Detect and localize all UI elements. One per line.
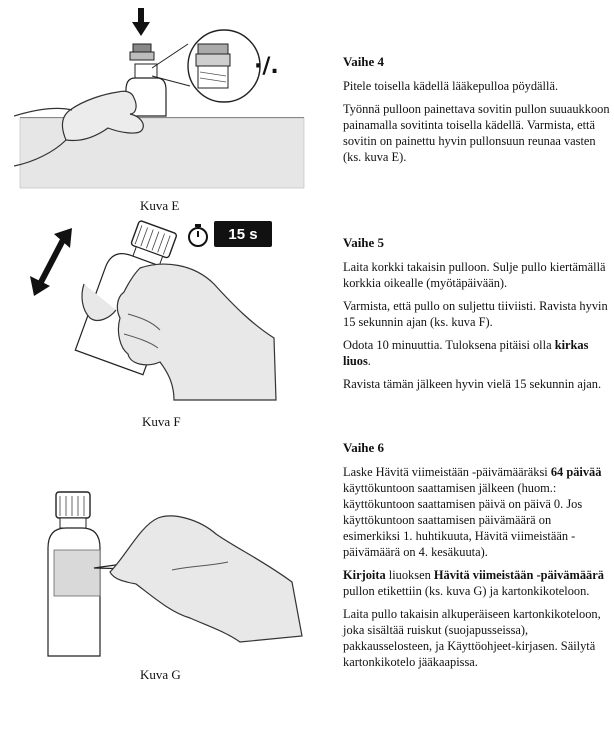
timer-label: 15 s <box>228 226 258 243</box>
step-5-paragraph-2: Varmista, että pullo on suljettu tiiviisti. Ravista hyvin 15 sekunnin ajan (ks. kuva F). <box>343 299 608 329</box>
figure-g-illustration <box>40 486 308 660</box>
medicine-bottle-with-label <box>48 492 100 656</box>
timer-badge <box>214 221 272 247</box>
step-5 <box>343 235 611 399</box>
step-5-paragraph-4: Ravista tämän jälkeen hyvin vielä 15 sekunnin ajan. <box>343 377 602 391</box>
step-6-paragraph-1: Laske Hävitä viimeistään -päivämääräksi 64 päivää käyttökuntoon saattamisen jälkeen (huom.: käyttökuntoon saattamisen päivä on päivä 0. Jos käyttökuntoon saattamisen päivämäärä on esimerkiksi 1. huhtikuuta, Hävitä viimeistään -päivämäärä on 4. kesäkuuta). <box>343 465 602 559</box>
figure-e-illustration <box>14 6 310 192</box>
bottle-adapter <box>130 44 154 60</box>
hand-shaking-bottle <box>117 264 276 400</box>
step-4-title: Vaihe 4 <box>343 54 385 69</box>
hand-writing <box>110 516 302 642</box>
step-4 <box>343 54 611 172</box>
step-5-paragraph-3: Odota 10 minuuttia. Tuloksena pitäisi olla kirkas liuos. <box>343 338 589 368</box>
figure-g-caption: Kuva G <box>140 667 181 682</box>
step-5-paragraph-1: Laita korkki takaisin pulloon. Sulje pullo kiertämällä korkkia oikealle (myötäpäivään). <box>343 260 606 290</box>
step-5-title: Vaihe 5 <box>343 235 385 250</box>
figure-e-caption: Kuva E <box>140 198 180 213</box>
step-6-title: Vaihe 6 <box>343 440 385 455</box>
step-4-paragraph-2: Työnnä pulloon painettava sovitin pullon suuaukkoon painamalla sovitinta toisella kädellä. Varmista, että sovitin on painettu hyvin pullonsuun reunaa vasten (ks. kuva E). <box>343 102 610 164</box>
days-emphasis: 64 päivää <box>550 465 602 479</box>
step-6-paragraph-2: Kirjoita liuoksen Hävitä viimeistään -päivämäärä pullon etikettiin (ks. kuva G) ja kartonkikoteloon. <box>343 568 604 598</box>
discard-date-emphasis: Hävitä viimeistään -päivämäärä <box>433 568 604 582</box>
click-symbol: ·/. <box>254 54 279 79</box>
step-6-paragraph-3: Laita pullo takaisin alkuperäiseen kartonkikoteloon, joka sisältää ruiskut (suojapusseissa), pakkausselosteen, ja Käyttöohjeet-kirjasen. Säilytä kartonkikotelo jääkaapissa. <box>343 607 601 669</box>
clear-solution-emphasis: kirkas liuos <box>343 338 589 368</box>
shake-arrow-icon <box>30 228 72 296</box>
step-4-paragraph-1: Pitele toisella kädellä lääkepulloa pöydällä. <box>343 79 559 93</box>
bottle-label <box>54 550 100 596</box>
step-6 <box>343 440 611 677</box>
timer-icon <box>186 223 210 247</box>
figure-f-caption: Kuva F <box>142 414 181 429</box>
push-down-arrow-icon <box>132 8 150 36</box>
